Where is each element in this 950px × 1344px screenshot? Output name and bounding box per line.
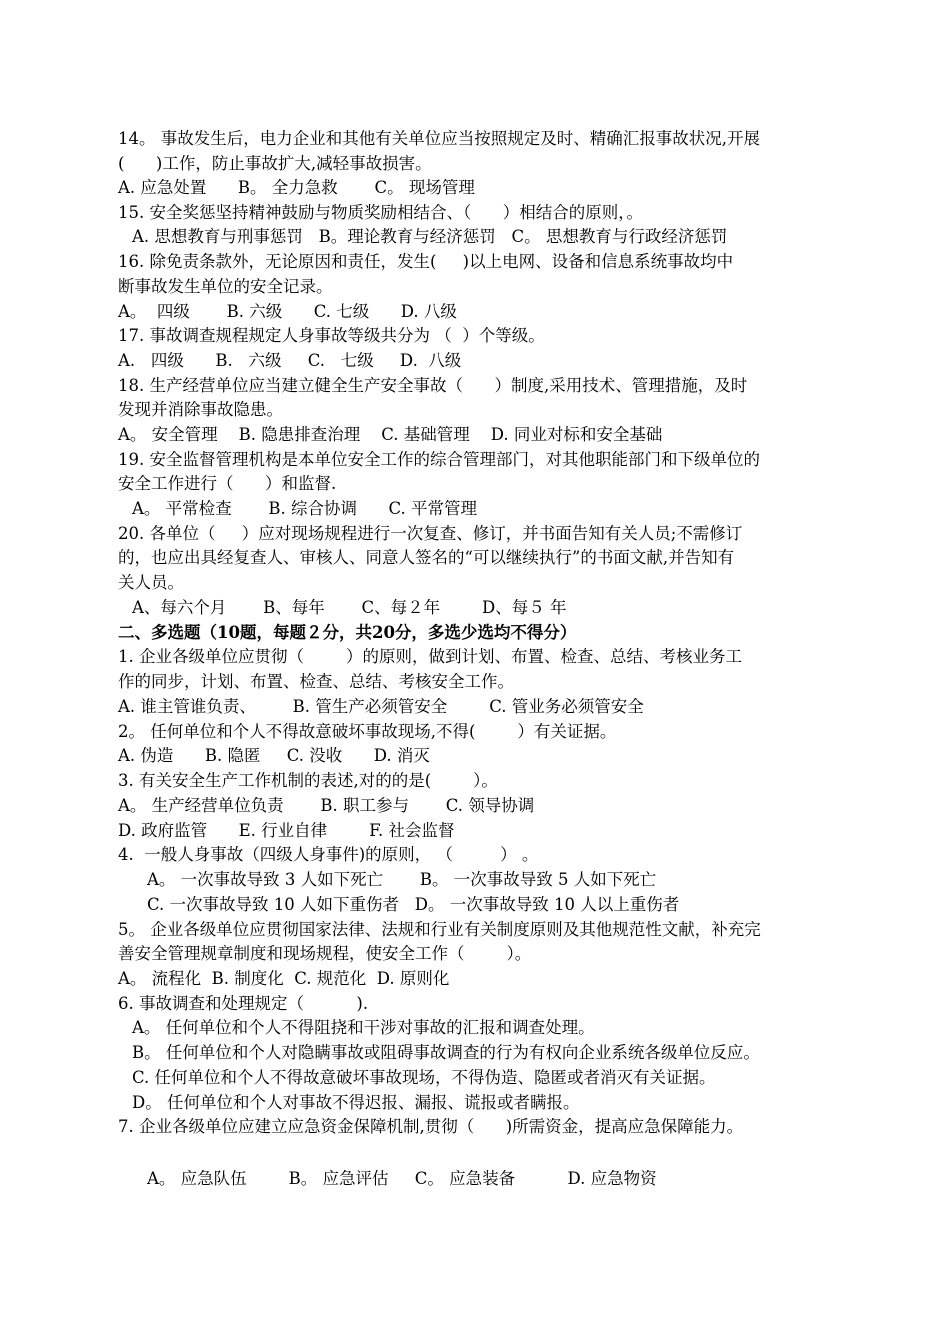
text-line: A. 四级 B. 六级 C. 七级 D. 八级 (118, 351, 462, 370)
text-line: 的，也应出具经复查人、审核人、同意人签名的“可以继续执行”的书面文献,并告知有 (118, 548, 735, 567)
text-line: A。 生产经营单位负责 B. 职工参与 C. 领导协调 (118, 796, 535, 815)
text-line: 1. 企业各级单位应贯彻（ ）的原则，做到计划、布置、检查、总结、考核业务工 (118, 647, 742, 666)
text-line: 15. 安全奖惩坚持精神鼓励与物质奖励相结合、（ ）相结合的原则，。 (118, 203, 643, 222)
text-line: C. 一次事故导致 10 人如下重伤者 D。 一次事故导致 10 人以上重伤者 (147, 895, 680, 914)
section-heading: 二、多选题（10题，每题２分，共20分，多选少选均不得分） (118, 623, 577, 642)
text-line: 5。 企业各级单位应贯彻国家法律、法规和行业有关制度原则及其他规范性文献，补充完 (118, 920, 761, 939)
text-line: A. 思想教育与刑事惩罚 B。理论教育与经济惩罚 C。 思想教育与行政经济惩罚 (132, 227, 728, 246)
text-line: 7. 企业各级单位应建立应急资金保障机制,贯彻（ )所需资金，提高应急保障能力。 (118, 1117, 744, 1136)
text-line: A。 应急队伍 B。 应急评估 C。 应急装备 D. 应急物资 (147, 1169, 657, 1188)
text-line: D。 任何单位和个人对事故不得迟报、漏报、谎报或者瞒报。 (132, 1093, 580, 1112)
text-line: A。 任何单位和个人不得阻挠和干涉对事故的汇报和调查处理。 (132, 1018, 595, 1037)
text-line: 6. 事故调查和处理规定（ ). (118, 994, 369, 1013)
text-line: B。 任何单位和个人对隐瞒事故或阻碍事故调查的行为有权向企业系统各级单位反应。 (132, 1043, 760, 1062)
text-line: 断事故发生单位的安全记录。 (118, 277, 333, 296)
text-line: ( )工作，防止事故扩大,减轻事故损害。 (118, 154, 432, 173)
text-line: A. 谁主管谁负责、 B. 管生产必须管安全 C. 管业务必须管安全 (118, 697, 644, 716)
text-line: 3. 有关安全生产工作机制的表述,对的的是( ）。 (118, 771, 498, 790)
text-line: 安全工作进行（ ）和监督. (118, 474, 337, 493)
text-line: 18. 生产经营单位应当建立健全生产安全事故（ ）制度,采用技术、管理措施，及时 (118, 376, 748, 395)
text-line: D. 政府监管 E. 行业自律 F. 社会监督 (118, 821, 455, 840)
text-line: A. 伪造 B. 隐匿 C. 没收 D. 消灭 (118, 746, 430, 765)
text-line: 关人员。 (118, 573, 184, 592)
text-line: 2。 任何单位和个人不得故意破坏事故现场,不得( ）有关证据。 (118, 722, 617, 741)
text-line: 19. 安全监督管理机构是本单位安全工作的综合管理部门，对其他职能部门和下级单位的 (118, 450, 760, 469)
text-line: 17. 事故调查规程规定人身事故等级共分为 （ ）个等级。 (118, 326, 545, 345)
text-line: 16. 除免责条款外，无论原因和责任，发生( )以上电网、设备和信息系统事故均中 (118, 252, 734, 271)
text-line: C. 任何单位和个人不得故意破坏事故现场，不得伪造、隐匿或者消灭有关证据。 (132, 1068, 716, 1087)
text-line: A。 流程化 B. 制度化 C. 规范化 D. 原则化 (118, 969, 450, 988)
text-line: A。 安全管理 B. 隐患排查治理 C. 基础管理 D. 同业对标和安全基础 (118, 425, 663, 444)
text-line: A。 一次事故导致 3 人如下死亡 B。 一次事故导致 5 人如下死亡 (147, 870, 657, 889)
text-line: 14。 事故发生后，电力企业和其他有关单位应当按照规定及时、精确汇报事故状况,开展 (118, 129, 760, 148)
text-line: A。 四级 B. 六级 C. 七级 D. 八级 (118, 302, 457, 321)
text-line: 作的同步，计划、布置、检查、总结、考核安全工作。 (118, 672, 514, 691)
text-line: 发现并消除事故隐患。 (118, 400, 283, 419)
text-line: A. 应急处置 B。 全力急救 C。 现场管理 (118, 178, 475, 197)
text-line: A。 平常检查 B. 综合协调 C. 平常管理 (132, 499, 477, 518)
text-line: 4. 一般人身事故（四级人身事件)的原则， （ ） 。 (118, 845, 539, 864)
text-line: 20. 各单位（ ）应对现场规程进行一次复查、修订，并书面告知有关人员;不需修订 (118, 524, 743, 543)
text-line: 善安全管理规章制度和现场规程，使安全工作（ ）。 (118, 944, 532, 963)
text-line: A、每六个月 B、每年 C、每２年 D、每５ 年 (132, 598, 567, 617)
